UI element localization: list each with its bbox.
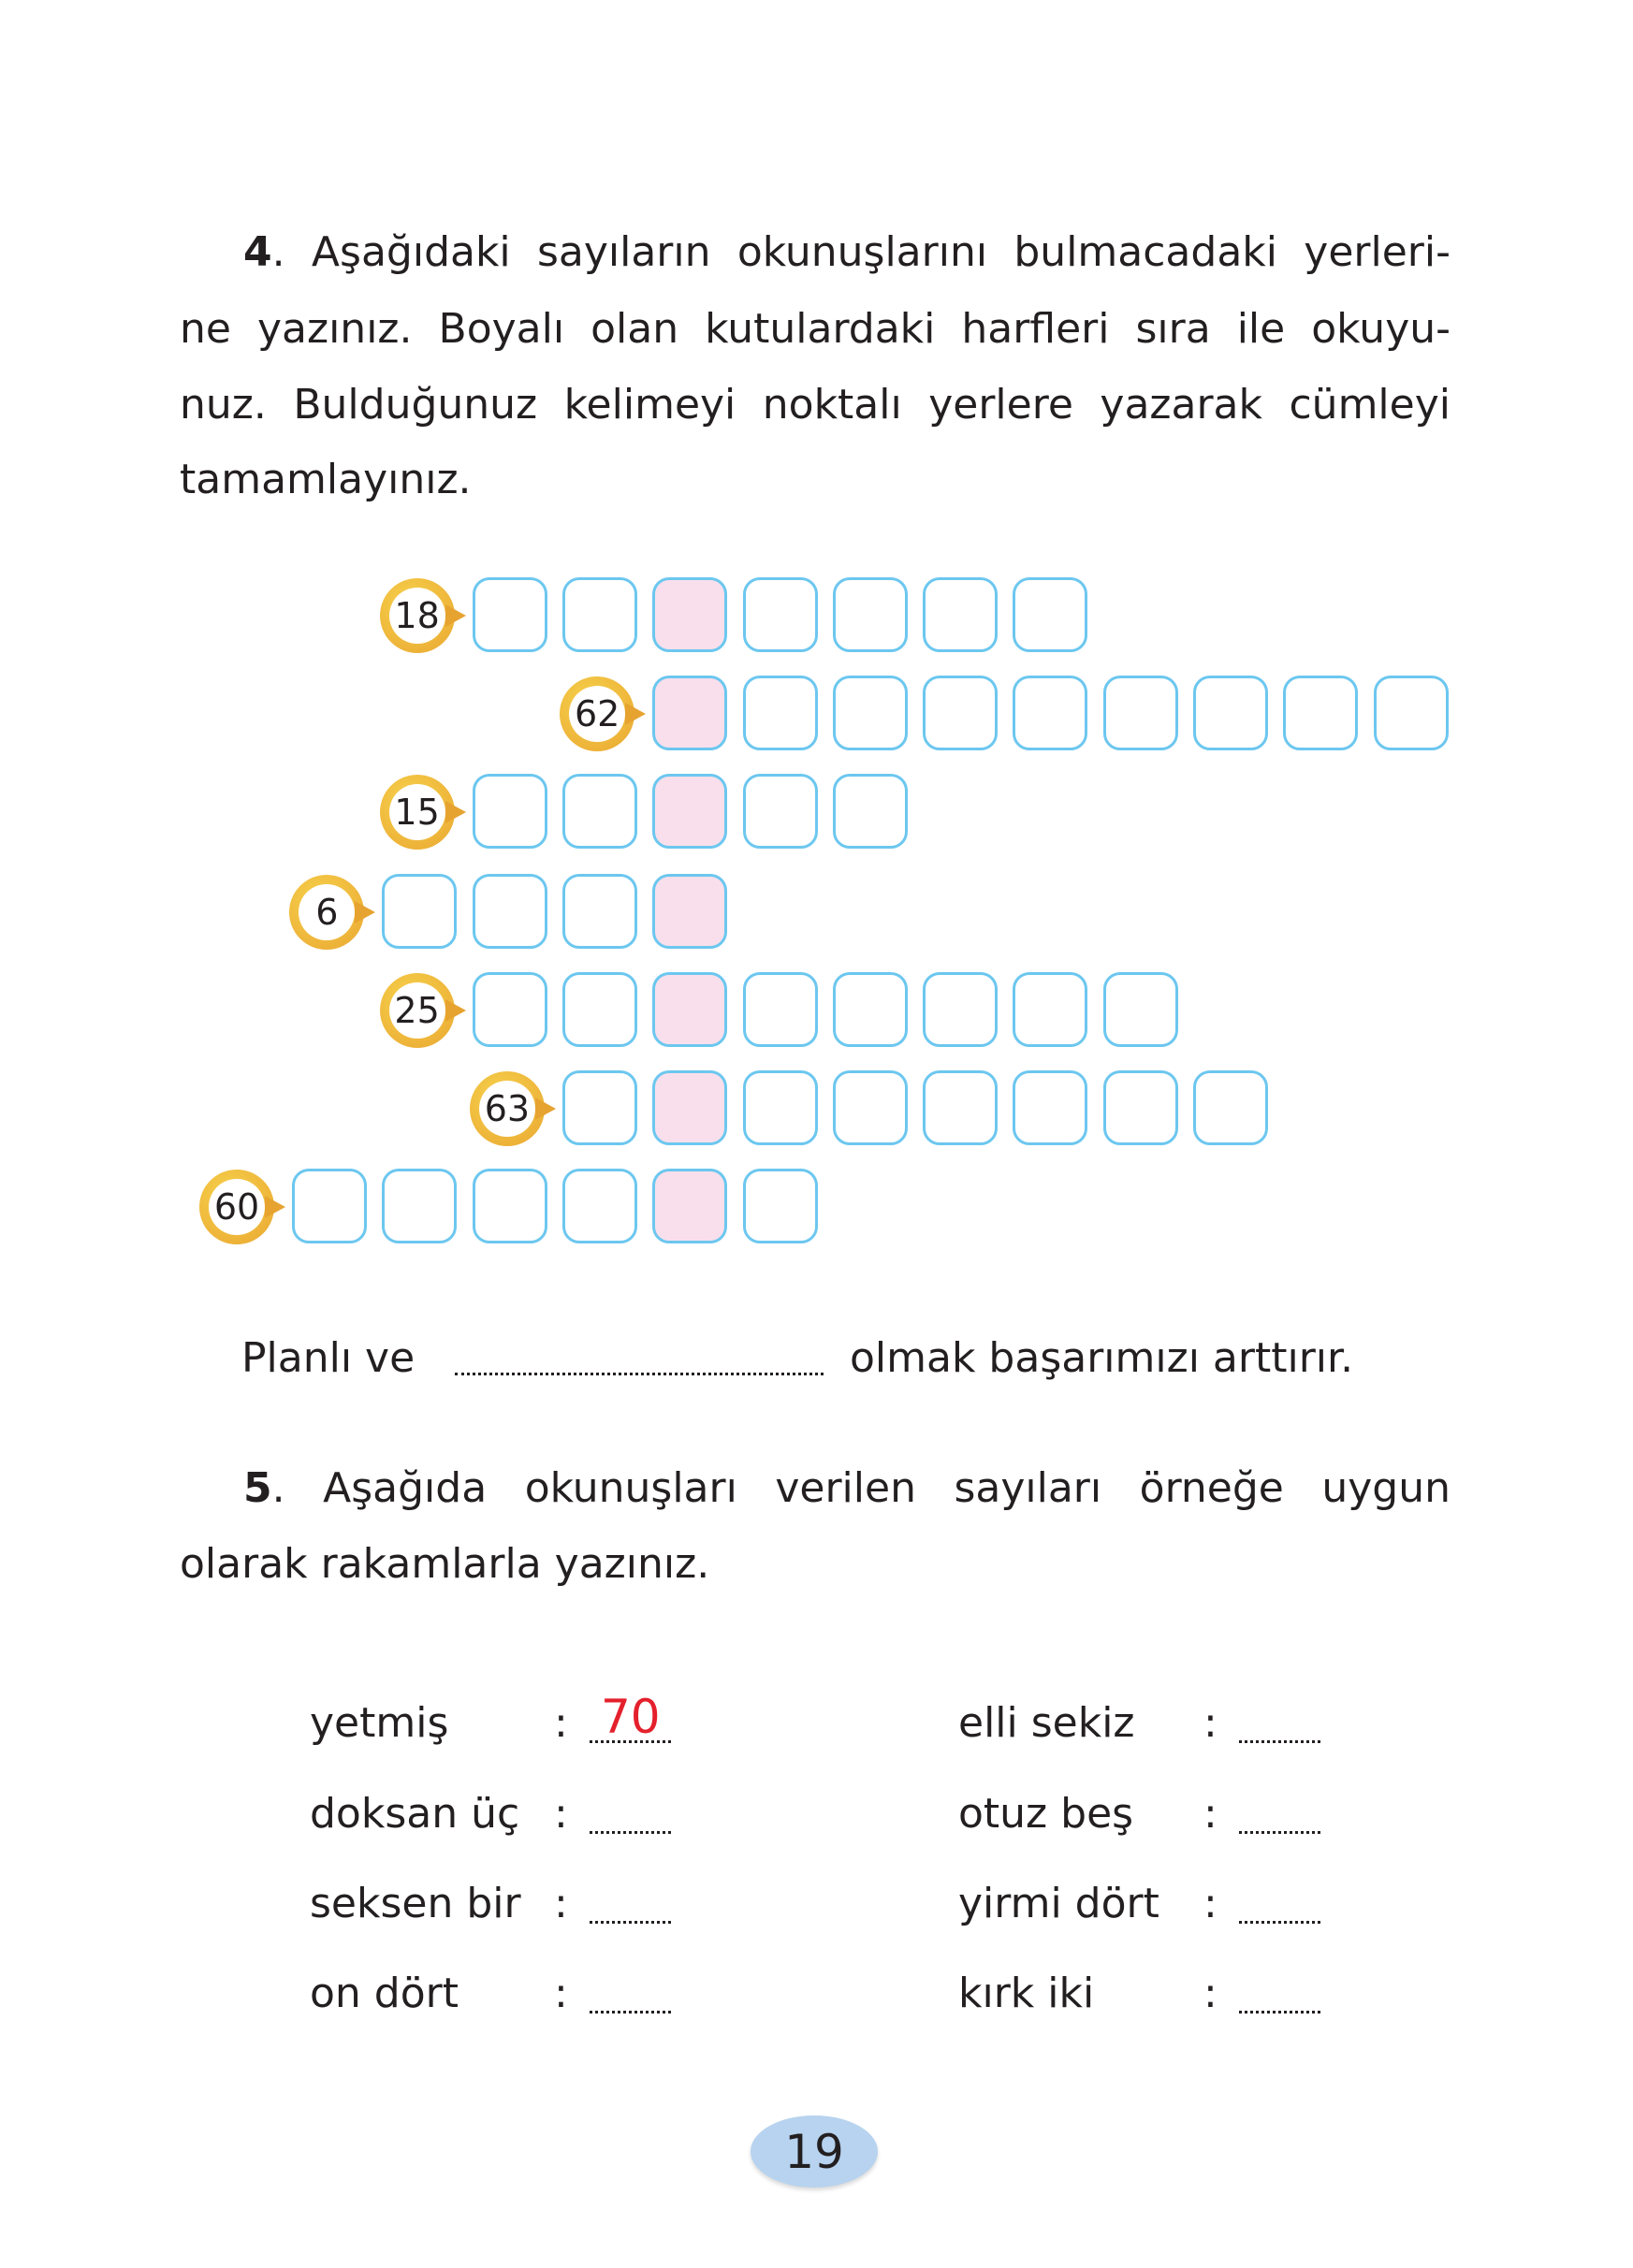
letter-box[interactable]	[1374, 676, 1449, 750]
sentence-blank[interactable]	[455, 1373, 824, 1375]
letter-box[interactable]	[833, 774, 908, 849]
letter-box[interactable]	[562, 774, 637, 849]
letter-box[interactable]	[833, 676, 908, 750]
letter-box[interactable]	[1013, 972, 1087, 1047]
letter-box[interactable]	[833, 972, 908, 1047]
letter-box[interactable]	[743, 1169, 818, 1243]
letter-box[interactable]	[473, 1169, 547, 1243]
number-word: yirmi dört	[958, 1880, 1159, 1927]
sentence-start: Planlı ve	[241, 1334, 416, 1382]
badge-label: 6	[299, 884, 355, 940]
answer-blank[interactable]	[590, 1921, 671, 1924]
letter-box[interactable]	[1103, 972, 1178, 1047]
highlighted-letter-box[interactable]	[652, 1169, 727, 1243]
highlighted-letter-box[interactable]	[652, 774, 727, 849]
letter-box[interactable]	[1103, 676, 1178, 750]
letter-box[interactable]	[1013, 1070, 1087, 1145]
letter-box[interactable]	[562, 1070, 637, 1145]
number-word: seksen bir	[310, 1880, 521, 1927]
answer-blank[interactable]	[1239, 1921, 1320, 1924]
answer-blank[interactable]	[1239, 1740, 1320, 1743]
answer-blank[interactable]	[590, 1831, 671, 1834]
letter-box[interactable]	[833, 577, 908, 652]
letter-box[interactable]	[1013, 577, 1087, 652]
letter-box[interactable]	[923, 1070, 998, 1145]
colon: :	[1203, 1970, 1217, 2017]
letter-box[interactable]	[833, 1070, 908, 1145]
q5-text: . Aşağıda okunuşları verilen sayıları örneğe uygun	[271, 1464, 1451, 1512]
example-answer: 70	[601, 1690, 661, 1744]
colon: :	[1203, 1880, 1217, 1927]
q4-line-4: tamamlayınız.	[180, 456, 472, 503]
pointer-arrow-icon	[445, 604, 466, 627]
letter-box[interactable]	[562, 874, 637, 949]
sentence-end: olmak başarımızı arttırır.	[850, 1334, 1354, 1382]
highlighted-letter-box[interactable]	[652, 577, 727, 652]
pointer-arrow-icon	[535, 1098, 556, 1120]
letter-box[interactable]	[923, 577, 998, 652]
letter-box[interactable]	[473, 577, 547, 652]
number-badge	[560, 676, 634, 751]
number-word: otuz beş	[958, 1790, 1134, 1838]
pointer-arrow-icon	[265, 1196, 285, 1218]
letter-box[interactable]	[292, 1169, 367, 1243]
q5-line-1	[243, 1461, 1451, 1517]
letter-box[interactable]	[473, 972, 547, 1047]
pointer-arrow-icon	[355, 901, 375, 923]
letter-box[interactable]	[382, 1169, 457, 1243]
badge-label: 15	[389, 784, 445, 840]
colon: :	[554, 1970, 568, 2017]
q5-line-2: olarak rakamlarla yazınız.	[180, 1540, 710, 1588]
q4-number: 4	[243, 228, 272, 276]
number-badge	[199, 1170, 274, 1244]
highlighted-letter-box[interactable]	[652, 874, 727, 949]
colon: :	[1203, 1699, 1217, 1747]
badge-label: 18	[389, 588, 445, 644]
page-number: 19	[751, 2115, 878, 2188]
q5-number: 5	[243, 1464, 272, 1512]
letter-box[interactable]	[1013, 676, 1087, 750]
answer-blank[interactable]	[1239, 2011, 1320, 2014]
number-word: on dört	[310, 1970, 459, 2017]
colon: :	[554, 1790, 568, 1838]
letter-box[interactable]	[743, 577, 818, 652]
colon: :	[1203, 1790, 1217, 1838]
highlighted-letter-box[interactable]	[652, 676, 727, 750]
letter-box[interactable]	[473, 774, 547, 849]
number-badge	[380, 973, 455, 1048]
number-word: doksan üç	[310, 1790, 520, 1838]
pointer-arrow-icon	[445, 801, 466, 823]
letter-box[interactable]	[923, 972, 998, 1047]
q4-line-3: nuz. Bulduğunuz kelimeyi noktalı yerlere yazarak cümleyi	[180, 381, 1451, 429]
q4-text: . Aşağıdaki sayıların okunuşlarını bulmacadaki yerleri-	[271, 228, 1451, 276]
colon: :	[554, 1699, 568, 1747]
letter-box[interactable]	[743, 676, 818, 750]
number-badge	[380, 775, 455, 850]
number-badge	[289, 875, 364, 950]
pointer-arrow-icon	[445, 999, 466, 1022]
highlighted-letter-box[interactable]	[652, 1070, 727, 1145]
letter-box[interactable]	[743, 774, 818, 849]
letter-box[interactable]	[1103, 1070, 1178, 1145]
number-badge	[380, 578, 455, 653]
letter-box[interactable]	[473, 874, 547, 949]
answer-blank[interactable]	[1239, 1831, 1320, 1834]
letter-box[interactable]	[562, 1169, 637, 1243]
letter-box[interactable]	[562, 577, 637, 652]
letter-box[interactable]	[1193, 1070, 1268, 1145]
badge-label: 63	[479, 1081, 535, 1137]
q4-line-2: ne yazınız. Boyalı olan kutulardaki harfleri sıra ile okuyu-	[180, 305, 1451, 353]
letter-box[interactable]	[382, 874, 457, 949]
number-word: kırk iki	[958, 1970, 1095, 2017]
q4-line-1	[243, 225, 1451, 281]
number-word: yetmiş	[310, 1699, 449, 1747]
number-badge	[470, 1071, 545, 1146]
letter-box[interactable]	[743, 972, 818, 1047]
badge-label: 60	[209, 1179, 265, 1235]
letter-box[interactable]	[1193, 676, 1268, 750]
badge-label: 62	[569, 686, 625, 742]
answer-blank[interactable]	[590, 2011, 671, 2014]
number-word: elli sekiz	[958, 1699, 1135, 1747]
letter-box[interactable]	[562, 972, 637, 1047]
colon: :	[554, 1880, 568, 1927]
letter-box[interactable]	[743, 1070, 818, 1145]
letter-box[interactable]	[923, 676, 998, 750]
pointer-arrow-icon	[625, 703, 646, 725]
letter-box[interactable]	[1283, 676, 1358, 750]
highlighted-letter-box[interactable]	[652, 972, 727, 1047]
badge-label: 25	[389, 982, 445, 1039]
